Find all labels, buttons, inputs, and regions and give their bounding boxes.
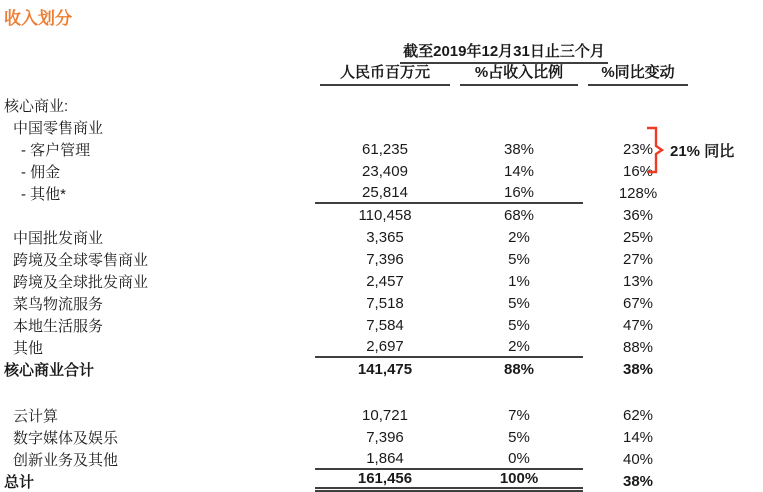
page-title: 收入划分 [4,9,72,28]
column-header-rmb: 人民币百万元 [320,61,450,86]
cell-rmb [315,116,455,138]
table-period-header-row [0,40,763,62]
row-label: 数字媒体及娱乐 [13,429,119,447]
cell-rmb: 10,721 [362,406,408,424]
table-row [0,226,763,248]
row-label: - 客户管理 [21,141,91,159]
table-row [0,270,763,292]
cell-pct-of-revenue: 2% [508,228,530,246]
cell-pct-of-revenue: 88% [503,360,535,378]
cell-rmb: 3,365 [366,228,404,246]
cell-pct-of-revenue: 5% [508,428,530,446]
cell-rmb: 141,475 [357,360,413,378]
cell-pct-yoy: 23% [622,140,654,158]
cell-rmb: 2,457 [366,272,404,290]
row-label: 本地生活服务 [13,317,104,335]
row-label: 创新业务及其他 [13,451,119,469]
cell-pct-of-revenue: 68% [503,206,535,224]
header-spacer [0,62,315,86]
cell-pct-yoy: 67% [622,294,654,312]
cell-rmb: 110,458 [358,206,412,224]
cell-pct-yoy: 40% [622,450,654,468]
row-label: - 佣金 [21,163,61,181]
period-header: 截至2019年12月31日止三个月 [400,40,608,64]
cell-pct-of-revenue: 100% [455,470,583,492]
column-header-pct-of-revenue: %占收入比例 [460,61,578,86]
cell-pct-of-revenue: 5% [508,250,530,268]
table-column-header-row [0,62,763,86]
cell-pct-yoy: 38% [622,360,654,378]
table-row [0,426,763,448]
cell-pct-of-revenue [455,116,583,138]
cell-rmb: 7,518 [366,294,404,312]
header-spacer [0,40,315,62]
cell-rmb [315,94,455,116]
table-row [0,314,763,336]
cell-pct-of-revenue: 5% [508,316,530,334]
table-row [0,94,763,116]
row-label [0,204,315,226]
cell-pct-of-revenue: 7% [508,406,530,424]
cell-rmb: 161,456 [315,470,455,492]
cell-pct-yoy: 16% [622,162,654,180]
cell-pct-of-revenue: 0% [455,448,583,470]
cell-pct-of-revenue: 2% [455,336,583,358]
cell-pct-yoy: 13% [622,272,654,290]
row-label: 跨境及全球零售商业 [13,251,149,269]
cell-rmb: 2,697 [315,336,455,358]
row-label: 中国批发商业 [13,229,104,247]
row-label: 核心商业合计 [4,361,95,379]
table-row [0,448,763,470]
cell-pct-yoy [583,94,693,116]
row-label: 菜鸟物流服务 [13,295,104,313]
table-row [0,404,763,426]
column-header-rmb-cell [315,62,455,86]
cell-rmb: 1,864 [315,448,455,470]
column-header-yoy-change: %同比变动 [588,61,688,86]
row-label: 云计算 [13,407,59,425]
cell-rmb: 7,396 [366,428,404,446]
row-label: - 其他* [21,185,67,203]
cell-rmb: 61,235 [362,140,408,158]
column-header-yoy-change-cell [583,62,693,86]
cell-rmb: 7,584 [366,316,404,334]
row-label: 其他 [13,339,44,357]
row-label: 跨境及全球批发商业 [13,273,149,291]
table-row [0,204,763,226]
table-row [0,358,763,380]
cell-rmb: 23,409 [362,162,408,180]
table-row [0,470,763,492]
yoy-bracket-label: 21% 同比 [670,142,735,160]
yoy-bracket-annotation [645,125,734,175]
cell-pct-yoy: 14% [622,428,654,446]
cell-pct-yoy: 27% [622,250,654,268]
cell-pct-yoy: 128% [618,184,658,202]
cell-pct-yoy: 47% [622,316,654,334]
cell-pct-yoy: 88% [622,338,654,356]
cell-pct-yoy: 36% [622,206,654,224]
table-row [0,336,763,358]
cell-pct-yoy: 62% [622,406,654,424]
cell-pct-of-revenue: 16% [455,182,583,204]
row-label: 中国零售商业 [13,119,104,137]
cell-pct-yoy: 25% [622,228,654,246]
cell-pct-of-revenue: 38% [503,140,535,158]
table-row [0,292,763,314]
cell-rmb: 7,396 [366,250,404,268]
row-label: 总计 [4,473,35,491]
right-brace-bracket-icon [645,126,664,174]
cell-pct-of-revenue: 14% [503,162,535,180]
cell-pct-of-revenue: 5% [508,294,530,312]
table-row [0,248,763,270]
column-header-pct-of-revenue-cell [455,62,583,86]
cell-pct-of-revenue: 1% [508,272,530,290]
table-row [0,182,763,204]
cell-pct-yoy: 38% [622,472,654,490]
row-label: 核心商业: [4,97,69,115]
cell-pct-of-revenue [455,94,583,116]
cell-rmb: 25,814 [315,182,455,204]
period-header-cell [315,40,693,62]
